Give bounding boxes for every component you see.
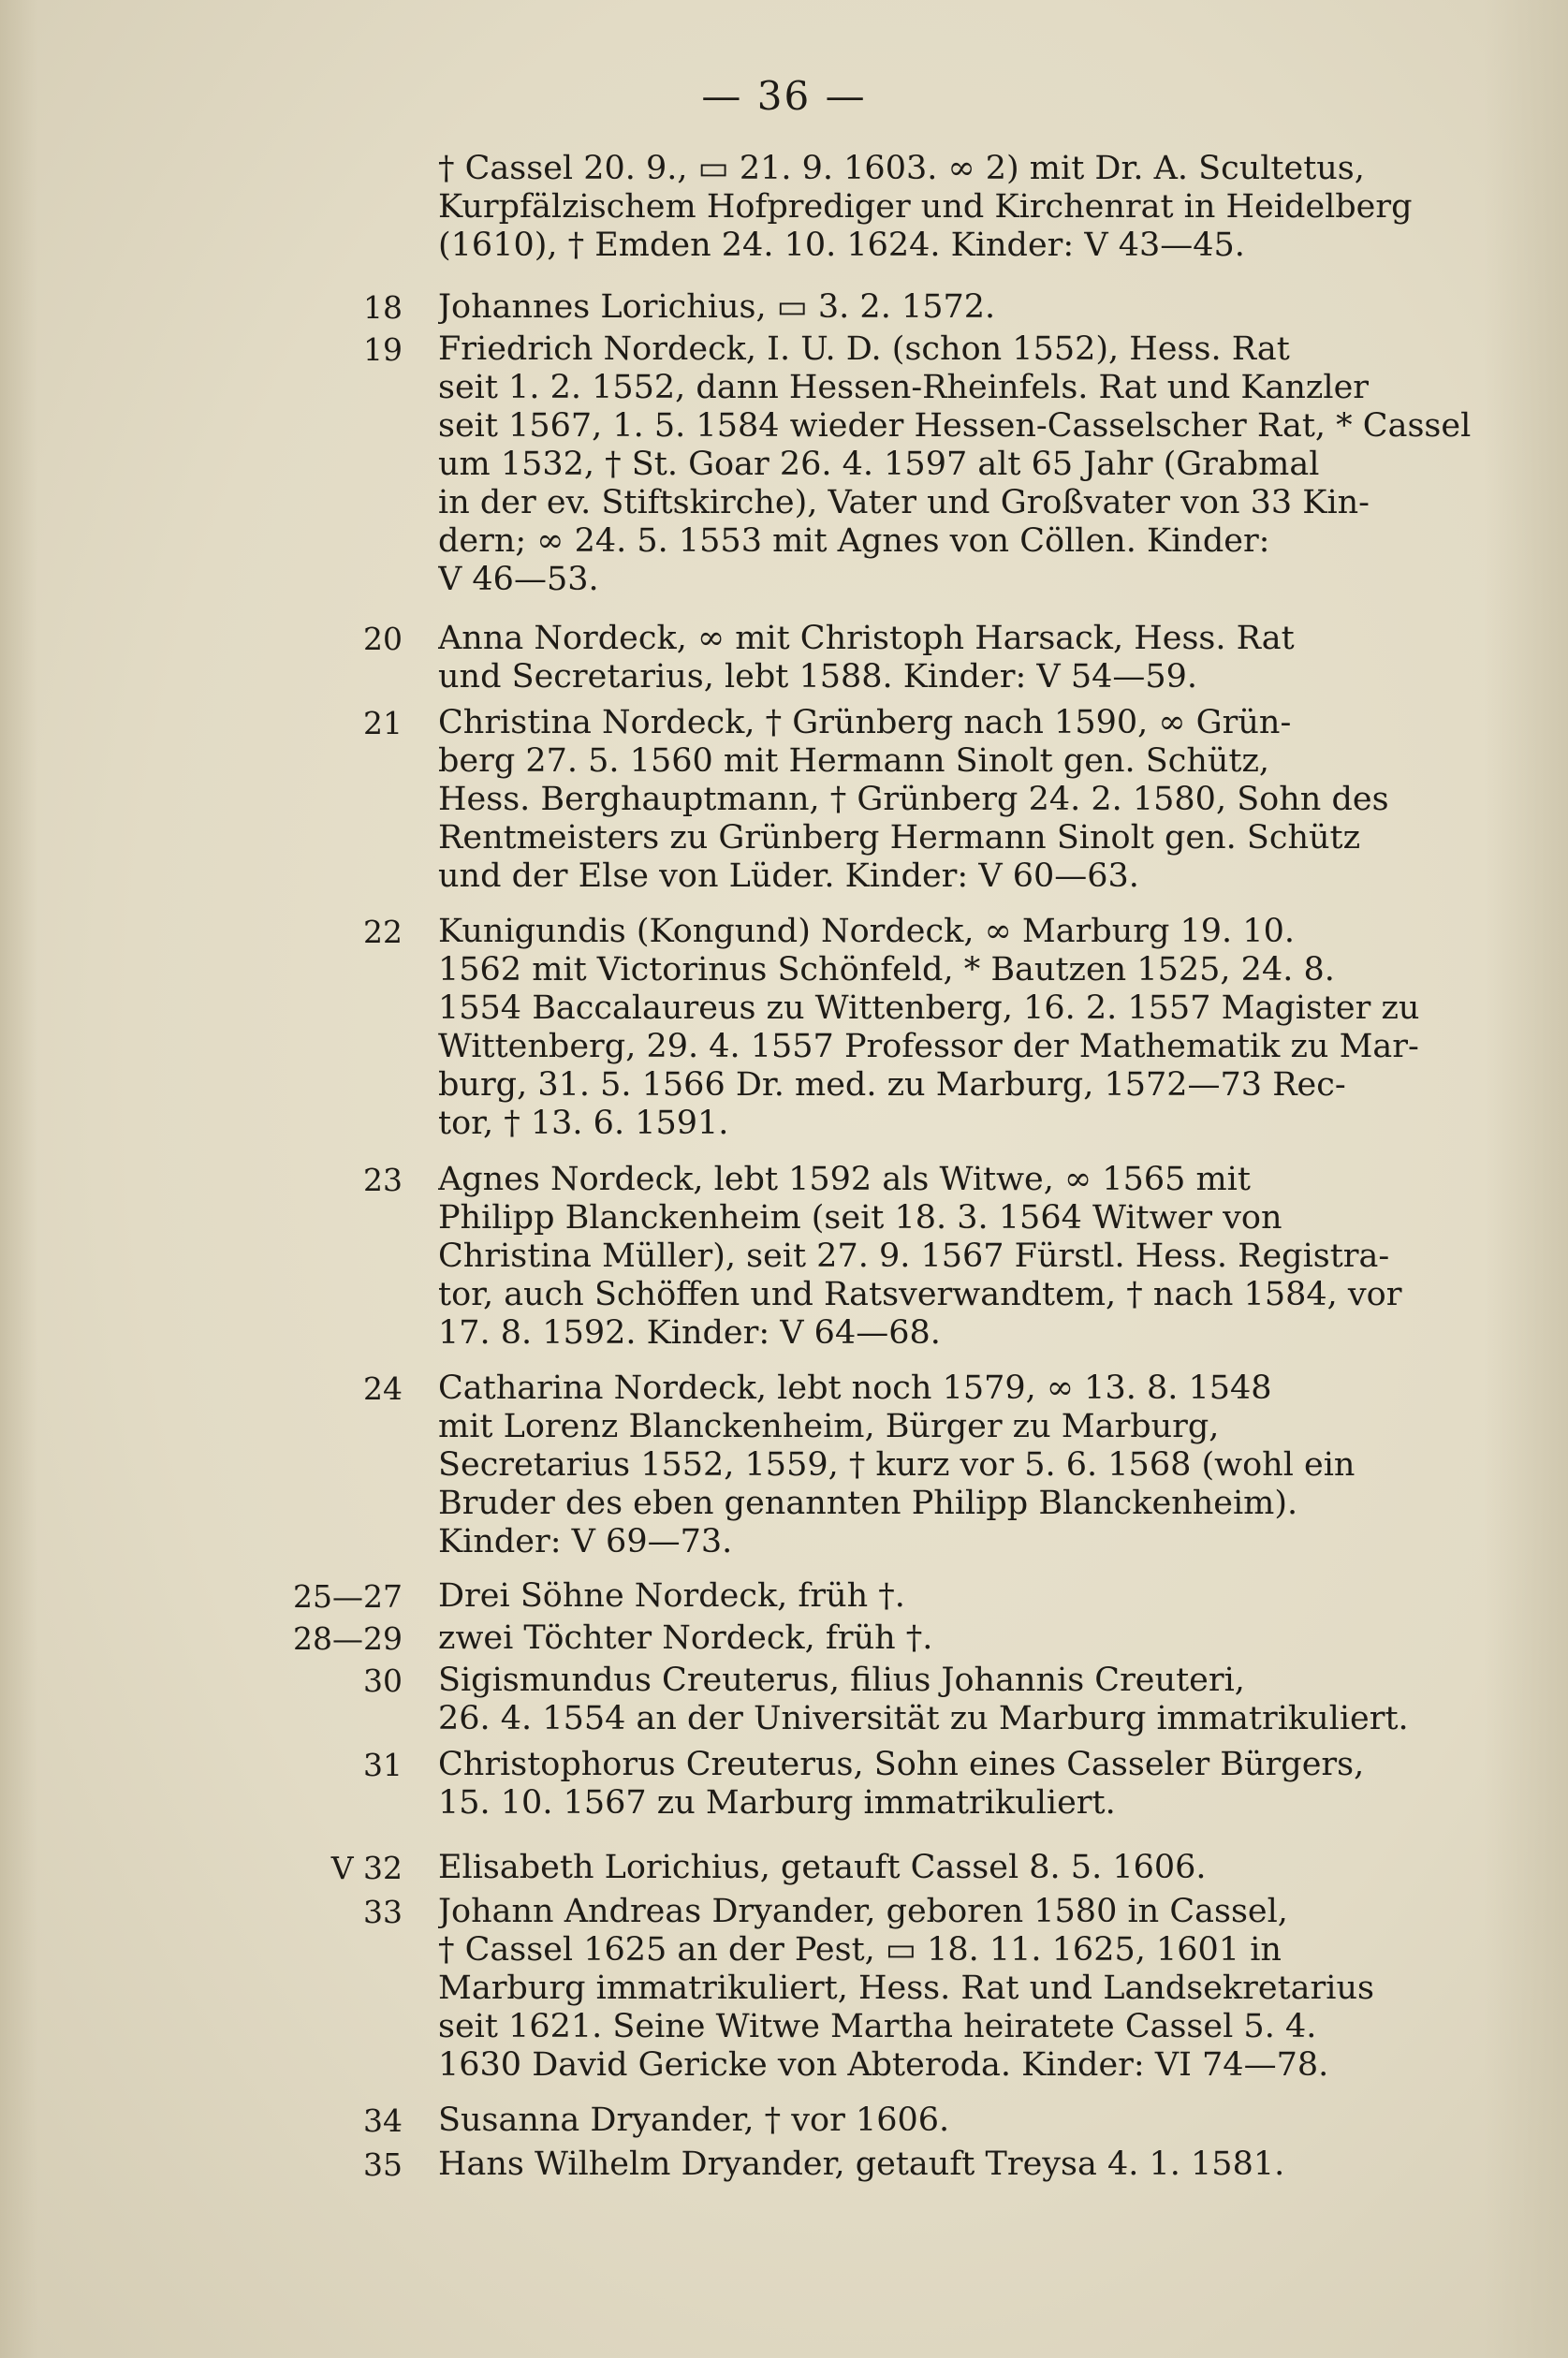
text-line: 17. 8. 1592. Kinder: V 64—68. xyxy=(438,1314,941,1352)
text-line: Rentmeisters zu Grünberg Hermann Sinolt gen. Schütz xyxy=(438,819,1361,857)
text-line: seit 1621. Seine Witwe Martha heiratete Cassel 5. 4. xyxy=(438,2008,1317,2045)
entry-text xyxy=(438,330,1479,599)
text-line: Wittenberg, 29. 4. 1557 Professor der Mathematik zu Mar- xyxy=(438,1028,1419,1065)
text-line: Elisabeth Lorichius, getauft Cassel 8. 5. 1606. xyxy=(438,1849,1207,1886)
entry-text xyxy=(438,1662,1479,1738)
text-line: 1554 Baccalaureus zu Wittenberg, 16. 2. 1557 Magister zu xyxy=(438,989,1420,1027)
entry-number: 21 xyxy=(363,705,403,741)
entry-text xyxy=(438,150,1479,265)
text-line: Bruder des eben genannten Philipp Blanckenheim). xyxy=(438,1485,1298,1522)
entry-number: 35 xyxy=(363,2146,403,2183)
entry-number: 18 xyxy=(363,289,403,326)
text-line: Marburg immatrikuliert, Hess. Rat und Landsekretarius xyxy=(438,1970,1374,2007)
text-line: 15. 10. 1567 zu Marburg immatrikuliert. xyxy=(438,1784,1116,1822)
text-line: 26. 4. 1554 an der Universität zu Marburg immatrikuliert. xyxy=(438,1700,1409,1737)
entry-text xyxy=(438,704,1479,896)
text-line: Christina Müller), seit 27. 9. 1567 Fürstl. Hess. Registra- xyxy=(438,1238,1390,1275)
text-line: Catharina Nordeck, lebt noch 1579, ∞ 13. 8. 1548 xyxy=(438,1369,1272,1407)
entry-number: 19 xyxy=(363,331,403,368)
text-line: Hess. Berghauptmann, † Grünberg 24. 2. 1580, Sohn des xyxy=(438,781,1389,818)
text-line: mit Lorenz Blanckenheim, Bürger zu Marburg, xyxy=(438,1408,1220,1445)
text-line: tor, † 13. 6. 1591. xyxy=(438,1105,729,1142)
text-line: zwei Töchter Nordeck, früh †. xyxy=(438,1619,933,1657)
entry-number: 28—29 xyxy=(293,1620,403,1657)
text-line: seit 1567, 1. 5. 1584 wieder Hessen-Casselscher Rat, * Cassel xyxy=(438,407,1472,445)
entry-text xyxy=(438,1577,1479,1616)
text-line: Kinder: V 69—73. xyxy=(438,1523,733,1560)
text-line: V 46—53. xyxy=(438,561,599,598)
entry-text xyxy=(438,288,1479,327)
text-line: Christophorus Creuterus, Sohn eines Casseler Bürgers, xyxy=(438,1746,1365,1783)
entry-number: 24 xyxy=(363,1370,403,1407)
text-line: um 1532, † St. Goar 26. 4. 1597 alt 65 Jahr (Grabmal xyxy=(438,446,1320,483)
text-line: 1562 mit Victorinus Schönfeld, * Bautzen 1525, 24. 8. xyxy=(438,951,1335,989)
text-line: Johann Andreas Dryander, geboren 1580 in Cassel, xyxy=(438,1893,1288,1930)
text-line: Sigismundus Creuterus, filius Johannis Creuteri, xyxy=(438,1662,1245,1699)
entry-text xyxy=(438,1369,1479,1561)
text-line: seit 1. 2. 1552, dann Hessen-Rheinfels. Rat und Kanzler xyxy=(438,369,1370,406)
entry-text xyxy=(438,2102,1479,2140)
entry-number: 22 xyxy=(363,914,403,950)
text-line: Secretarius 1552, 1559, † kurz vor 5. 6. 1568 (wohl ein xyxy=(438,1446,1356,1484)
entry-text xyxy=(438,1849,1479,1887)
entry-number: 33 xyxy=(363,1894,403,1930)
text-line: Agnes Nordeck, lebt 1592 als Witwe, ∞ 1565 mit xyxy=(438,1161,1251,1198)
text-line: und Secretarius, lebt 1588. Kinder: V 54—59. xyxy=(438,658,1198,696)
text-line: Susanna Dryander, † vor 1606. xyxy=(438,2102,950,2139)
text-line: Kunigundis (Kongund) Nordeck, ∞ Marburg 19. 10. xyxy=(438,913,1295,950)
entry-number: 30 xyxy=(363,1662,403,1699)
entry-text xyxy=(438,1746,1479,1823)
text-line: berg 27. 5. 1560 mit Hermann Sinolt gen. Schütz, xyxy=(438,742,1270,780)
text-line: Hans Wilhelm Dryander, getauft Treysa 4. 1. 1581. xyxy=(438,2146,1285,2183)
entry-text xyxy=(438,1893,1479,2085)
text-line: † Cassel 20. 9., ▭ 21. 9. 1603. ∞ 2) mit Dr. A. Scultetus, xyxy=(438,150,1365,187)
text-line: Drei Söhne Nordeck, früh †. xyxy=(438,1577,905,1615)
entry-text xyxy=(438,1161,1479,1353)
entry-text xyxy=(438,620,1479,696)
entry-number: 23 xyxy=(363,1162,403,1198)
text-line: und der Else von Lüder. Kinder: V 60—63. xyxy=(438,857,1139,895)
page-number: — 36 — xyxy=(701,73,867,119)
text-line: burg, 31. 5. 1566 Dr. med. zu Marburg, 1572—73 Rec- xyxy=(438,1066,1346,1104)
text-line: in der ev. Stiftskirche), Vater und Großvater von 33 Kin- xyxy=(438,484,1370,521)
text-line: Friedrich Nordeck, I. U. D. (schon 1552), Hess. Rat xyxy=(438,330,1290,368)
entry-text xyxy=(438,1619,1479,1658)
text-line: 1630 David Gericke von Abteroda. Kinder: VI 74—78. xyxy=(438,2046,1329,2084)
entry-text xyxy=(438,913,1479,1143)
text-line: tor, auch Schöffen und Ratsverwandtem, † nach 1584, vor xyxy=(438,1276,1402,1313)
entry-number: 31 xyxy=(363,1747,403,1783)
text-line: (1610), † Emden 24. 10. 1624. Kinder: V 43—45. xyxy=(438,227,1245,264)
text-line: Christina Nordeck, † Grünberg nach 1590, ∞ Grün- xyxy=(438,704,1292,741)
text-line: Anna Nordeck, ∞ mit Christoph Harsack, Hess. Rat xyxy=(438,620,1295,657)
entry-text xyxy=(438,2146,1479,2184)
entry-number: 20 xyxy=(363,621,403,657)
entry-number: 34 xyxy=(363,2102,403,2139)
entry-number: V 32 xyxy=(330,1850,403,1886)
text-line: Philipp Blanckenheim (seit 18. 3. 1564 Witwer von xyxy=(438,1199,1282,1237)
text-line: dern; ∞ 24. 5. 1553 mit Agnes von Cöllen. Kinder: xyxy=(438,522,1270,560)
text-line: Johannes Lorichius, ▭ 3. 2. 1572. xyxy=(438,288,996,326)
entry-number: 25—27 xyxy=(293,1578,403,1615)
text-line: † Cassel 1625 an der Pest, ▭ 18. 11. 1625, 1601 in xyxy=(438,1931,1282,1969)
text-line: Kurpfälzischem Hofprediger und Kirchenrat in Heidelberg xyxy=(438,188,1413,226)
